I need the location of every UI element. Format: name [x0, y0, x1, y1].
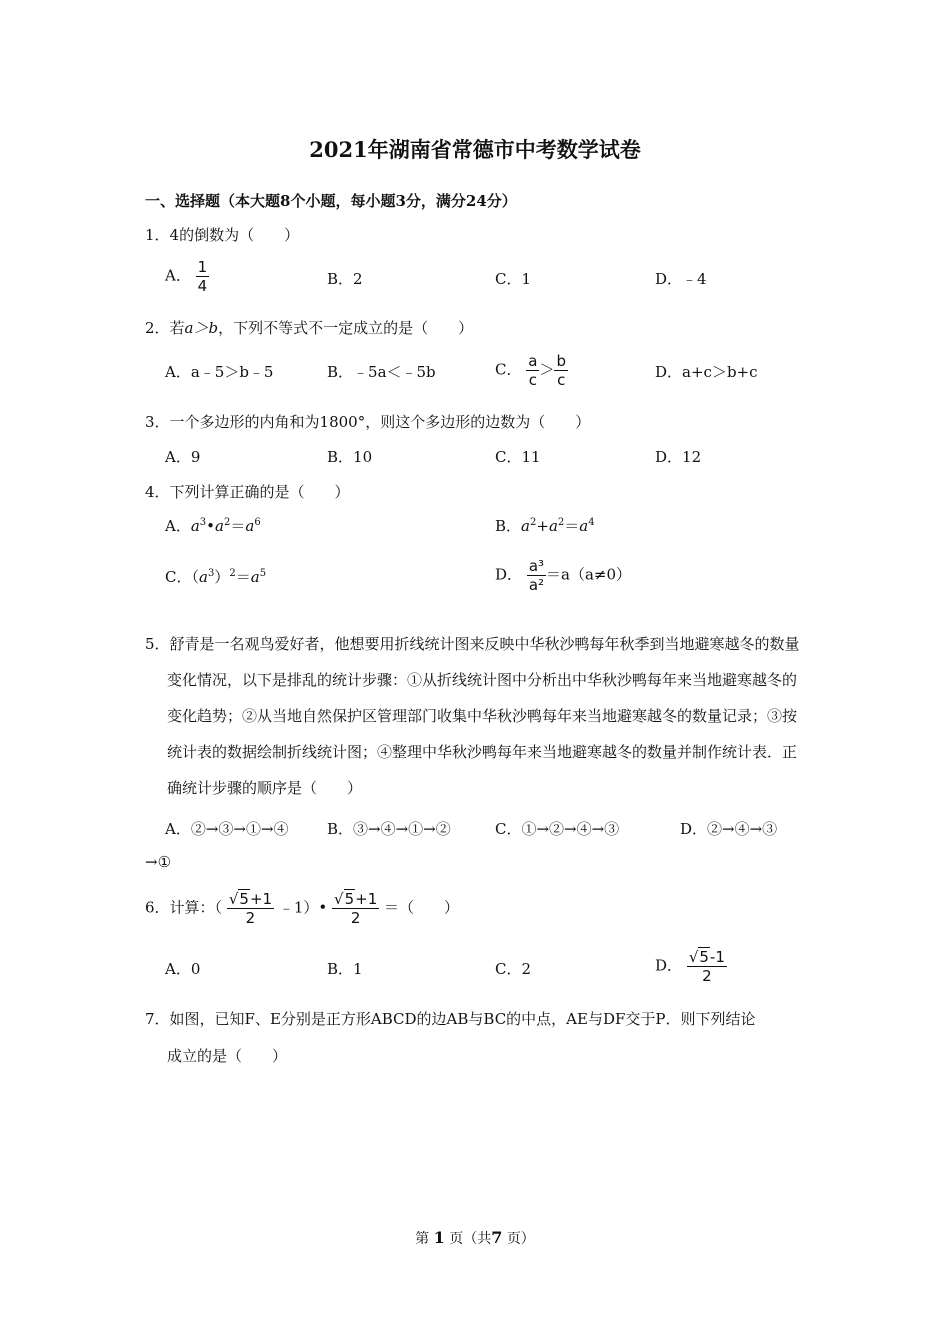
- q5-option-b: B．③→④→①→②: [327, 820, 451, 838]
- stem-text: ﹣1）•: [278, 898, 328, 917]
- q6-option-d: [655, 948, 727, 985]
- numerator: a³: [528, 557, 545, 575]
- page-footer: [0, 1228, 950, 1248]
- q6-option-a: A．0: [165, 960, 201, 978]
- footer-text: 页（共: [449, 1231, 492, 1247]
- option-label: A．: [165, 517, 191, 535]
- numerator-tail: +1: [355, 890, 378, 908]
- denominator: 2: [350, 909, 361, 927]
- q2-option-a: A．a﹣5＞b﹣5: [165, 363, 274, 381]
- q6-option-b: B．1: [327, 960, 363, 978]
- radicand: 5: [239, 890, 249, 908]
- page-number: 1: [433, 1228, 445, 1247]
- q5-option-d: D．②→④→③: [680, 820, 778, 838]
- q1-option-a: [165, 258, 209, 295]
- numerator: a: [528, 352, 538, 370]
- fraction: [196, 258, 210, 295]
- footer-text: 页）: [506, 1231, 535, 1247]
- denominator: c: [557, 371, 566, 389]
- question-2-stem: [145, 317, 473, 338]
- numerator: √5+1: [334, 890, 378, 908]
- fraction: [527, 557, 546, 594]
- q6-option-c: C．2: [495, 960, 532, 978]
- q4-option-d: [495, 557, 631, 594]
- q3-option-a: A．9: [165, 448, 201, 466]
- stem-text: 6．计算：（: [145, 898, 223, 917]
- footer-text: 第: [415, 1231, 430, 1247]
- q5-option-c: C．①→②→④→③: [495, 820, 620, 838]
- operator: ＞: [539, 360, 555, 379]
- denominator: 4: [197, 277, 208, 295]
- stem-text: 2．若: [145, 319, 185, 337]
- q2-option-d: D．a+c＞b+c: [655, 363, 758, 381]
- q3-option-b: B．10: [327, 448, 373, 466]
- section-heading: 一、选择题（本大题8个小题，每小题3分，满分24分）: [145, 192, 517, 210]
- option-label: C．: [495, 360, 522, 379]
- question-3-stem: 3．一个多边形的内角和为1800°，则这个多边形的边数为（ ）: [145, 413, 591, 431]
- denominator: a²: [528, 576, 545, 594]
- denominator: 2: [702, 967, 712, 985]
- q2-option-b: B．﹣5a＜﹣5b: [327, 363, 436, 381]
- q3-option-d: D．12: [655, 448, 702, 466]
- numerator-tail: +1: [249, 890, 273, 908]
- numerator: b: [556, 352, 567, 370]
- q2-option-c: [495, 352, 568, 389]
- stem-text: ＝（ ）: [384, 898, 460, 917]
- page-title: 2021年湖南省常德市中考数学试卷: [309, 137, 641, 162]
- q4-option-b: B．$a^2+a^2=a^4$: [495, 517, 595, 535]
- question-4-stem: 4．下列计算正确的是（ ）: [145, 483, 350, 501]
- numerator: 1: [197, 258, 208, 276]
- fraction: [227, 890, 274, 927]
- numerator: √5-1: [688, 948, 725, 966]
- question-5-paragraph: [145, 626, 800, 806]
- fraction: [554, 352, 568, 389]
- q5-option-a: A．②→③→①→④: [165, 820, 289, 838]
- question-1-stem: 1．4的倒数为（ ）: [145, 226, 300, 244]
- q4-option-c: C．$(a^3)^2=a^5$: [165, 568, 267, 586]
- question-6-stem: [145, 890, 459, 927]
- option-label: C．: [165, 568, 192, 586]
- q5-option-d-continued: →①: [145, 853, 172, 871]
- denominator: 2: [245, 909, 256, 927]
- stem-variable: a＞b: [184, 319, 219, 337]
- question-7-line-2: 成立的是（ ）: [167, 1047, 288, 1065]
- option-label: A．: [165, 266, 191, 285]
- option-label: B．: [495, 517, 522, 535]
- stem-text: ，下列不等式不一定成立的是（ ）: [218, 319, 474, 337]
- fraction: [687, 948, 727, 985]
- total-pages: 7: [491, 1228, 503, 1247]
- fraction: [526, 352, 539, 389]
- option-label: D．: [495, 565, 523, 584]
- radicand: 5: [344, 890, 355, 908]
- option-label: D．: [655, 956, 683, 975]
- denominator: c: [528, 371, 537, 389]
- question-5-text: 5．舒青是一名观鸟爱好者，他想要用折线统计图来反映中华秋沙鸭每年秋季到当地避寒越冬的数量变化情况，以下是排乱的统计步骤：①从折线统计图中分析出中华秋沙鸭每年来当地避寒越冬的变化趋势；②从当地自然保护区管理部门收集中华秋沙鸭每年来当地避寒越冬的数量记录；③按统计表的数据绘制折线统计图；④整理中华秋沙鸭每年来当地避寒越冬的数量并制作统计表．正确统计步骤的顺序是（ ）: [145, 635, 800, 797]
- fraction: [332, 890, 379, 927]
- numerator: √5+1: [228, 890, 273, 908]
- q4-option-a: A．$a^3•a^2=a^6$: [165, 517, 261, 535]
- q1-option-b: B．2: [327, 270, 363, 288]
- q1-option-d: D．﹣4: [655, 270, 707, 288]
- radicand: 5: [699, 948, 709, 966]
- option-text: ＝a（a≠0）: [546, 565, 632, 584]
- question-7-line-1: 7．如图，已知F、E分别是正方形ABCD的边AB与BC的中点，AE与DF交于P．则下列结论: [145, 1010, 756, 1028]
- q1-option-c: C．1: [495, 270, 532, 288]
- q3-option-c: C．11: [495, 448, 541, 466]
- numerator-tail: -1: [709, 948, 725, 966]
